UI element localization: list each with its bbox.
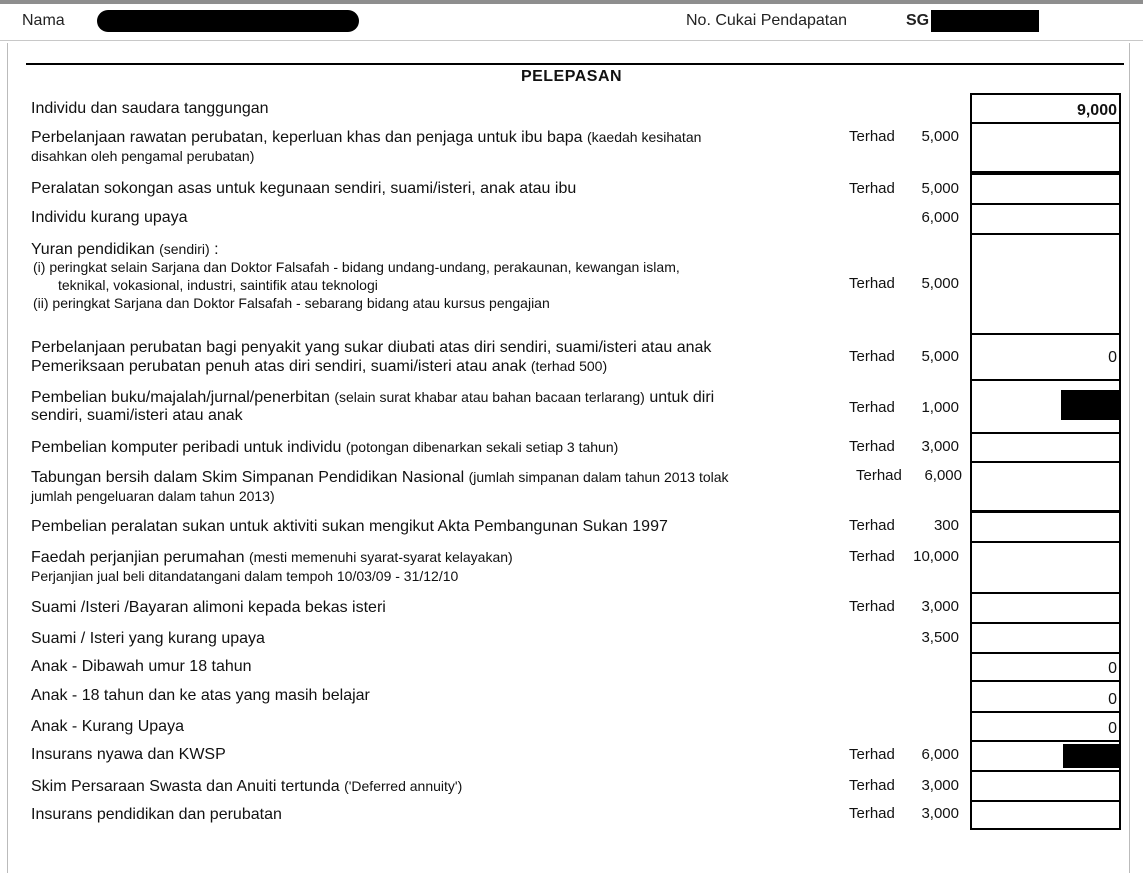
relief-label: Pembelian buku/majalah/jurnal/penerbitan (selain surat khabar atau bahan bacaan terlarang) untuk diri sendiri, suami/isteri atau anak	[31, 389, 715, 424]
amount-box-parents-medical[interactable]	[970, 122, 1121, 173]
amount-box-spouse-alimony[interactable]	[970, 592, 1121, 624]
amount-value: 9,000	[1076, 102, 1117, 119]
limit-label: Terhad 300	[849, 517, 959, 534]
window-top-border	[0, 0, 1143, 4]
limit-label: Terhad 10,000	[849, 548, 959, 565]
relief-label: Tabungan bersih dalam Skim Simpanan Pendidikan Nasional (jumlah simpanan dalam tahun 2013 tolak jumlah pengeluaran dalam tahun 2013)	[31, 469, 729, 504]
limit-label: Terhad 6,000	[849, 746, 959, 763]
amount-value: 0	[1108, 691, 1117, 708]
relief-label: Suami /Isteri /Bayaran alimoni kepada bekas isteri	[31, 599, 386, 616]
limit-label: Terhad 3,000	[849, 438, 959, 455]
name-label: Nama	[22, 12, 65, 29]
amount-value: 0	[1108, 660, 1117, 677]
limit-label: 3,500	[921, 629, 959, 646]
amount-value: 0	[1108, 720, 1117, 737]
tax-number-label: No. Cukai Pendapatan	[686, 12, 847, 29]
relief-label: Pembelian komputer peribadi untuk individu (potongan dibenarkan sekali setiap 3 tahun)	[31, 439, 619, 456]
amount-box-disabled-individual[interactable]	[970, 203, 1121, 235]
name-redaction	[97, 10, 359, 32]
relief-label: Individu dan saudara tanggungan	[31, 100, 269, 117]
amount-box-support-equipment[interactable]	[970, 173, 1121, 205]
limit-label: Terhad 5,000	[849, 348, 959, 365]
amount-box-sspn[interactable]	[970, 461, 1121, 512]
relief-label: Faedah perjanjian perumahan (mesti memenuhi syarat-syarat kelayakan) Perjanjian jual beli ditandatangani dalam tempoh 10/03/09 - 31/12/10	[31, 549, 513, 584]
amount-box-child-under-18[interactable]	[970, 652, 1121, 682]
relief-label: Anak - Kurang Upaya	[31, 718, 184, 735]
relief-label: Skim Persaraan Swasta dan Anuiti tertunda ('Deferred annuity')	[31, 778, 463, 795]
header-divider	[0, 40, 1143, 41]
amount-box-housing-interest[interactable]	[970, 541, 1121, 594]
amount-value: 0	[1108, 349, 1117, 366]
amount-box-books[interactable]	[970, 379, 1121, 434]
tax-number-prefix: SG	[906, 12, 930, 29]
relief-label: Insurans nyawa dan KWSP	[31, 746, 226, 763]
tax-number-redaction	[931, 10, 1039, 32]
limit-label: Terhad 5,000	[849, 128, 959, 145]
section-title: PELEPASAN	[520, 68, 623, 85]
relief-label: Insurans pendidikan dan perubatan	[31, 806, 282, 823]
section-rule	[26, 63, 1124, 65]
relief-label: Pembelian peralatan sukan untuk aktiviti sukan mengikut Akta Pembangunan Sukan 1997	[31, 518, 668, 535]
limit-label: Terhad 5,000	[849, 180, 959, 197]
limit-label: Terhad 1,000	[849, 399, 959, 416]
limit-label: Terhad 6,000	[856, 467, 962, 484]
amount-box-private-retirement[interactable]	[970, 770, 1121, 802]
limit-label: 6,000	[921, 209, 959, 226]
amount-box-sports-equipment[interactable]	[970, 511, 1121, 543]
amount-box-life-insurance-epf[interactable]	[970, 740, 1121, 772]
limit-label: Terhad 5,000	[849, 275, 959, 292]
relief-label: Perbelanjaan rawatan perubatan, keperluan khas dan penjaga untuk ibu bapa (kaedah kesihatan disahkan oleh pengamal perubatan)	[31, 129, 702, 164]
amount-box-disabled-child[interactable]	[970, 711, 1121, 742]
amount-box-education-fees[interactable]	[970, 233, 1121, 335]
amount-box-individu[interactable]	[970, 93, 1121, 124]
amount-box-disabled-spouse[interactable]	[970, 622, 1121, 654]
redacted-amount	[1063, 744, 1119, 768]
amount-box-computer[interactable]	[970, 432, 1121, 463]
limit-label: Terhad 3,000	[849, 598, 959, 615]
relief-label: Perbelanjaan perubatan bagi penyakit yang sukar diubati atas diri sendiri, suami/isteri atau anak Pemeriksaan perubatan penuh atas diri sendiri, suami/isteri atau anak (terhad 500)	[31, 339, 712, 375]
amount-box-child-studying[interactable]	[970, 680, 1121, 713]
relief-label: Anak - Dibawah umur 18 tahun	[31, 658, 252, 675]
relief-label: Peralatan sokongan asas untuk kegunaan sendiri, suami/isteri, anak atau ibu	[31, 180, 577, 197]
amount-box-serious-illness[interactable]	[970, 333, 1121, 381]
relief-label: Individu kurang upaya	[31, 209, 188, 226]
limit-label: Terhad 3,000	[849, 777, 959, 794]
limit-label: Terhad 3,000	[849, 805, 959, 822]
relief-label: Anak - 18 tahun dan ke atas yang masih belajar	[31, 687, 370, 704]
amount-box-education-medical-insurance[interactable]	[970, 800, 1121, 830]
redacted-amount	[1061, 390, 1119, 420]
relief-label: Yuran pendidikan (sendiri) : (i) peringkat selain Sarjana dan Doktor Falsafah - bidang undang-undang, perakaunan, kewangan islam, teknikal, vokasional, industri, saintifik atau teknologi (ii) peringkat Sarjana dan Doktor Falsafah - sebarang bidang atau kursus pengajian	[31, 241, 680, 311]
relief-label: Suami / Isteri yang kurang upaya	[31, 630, 265, 647]
